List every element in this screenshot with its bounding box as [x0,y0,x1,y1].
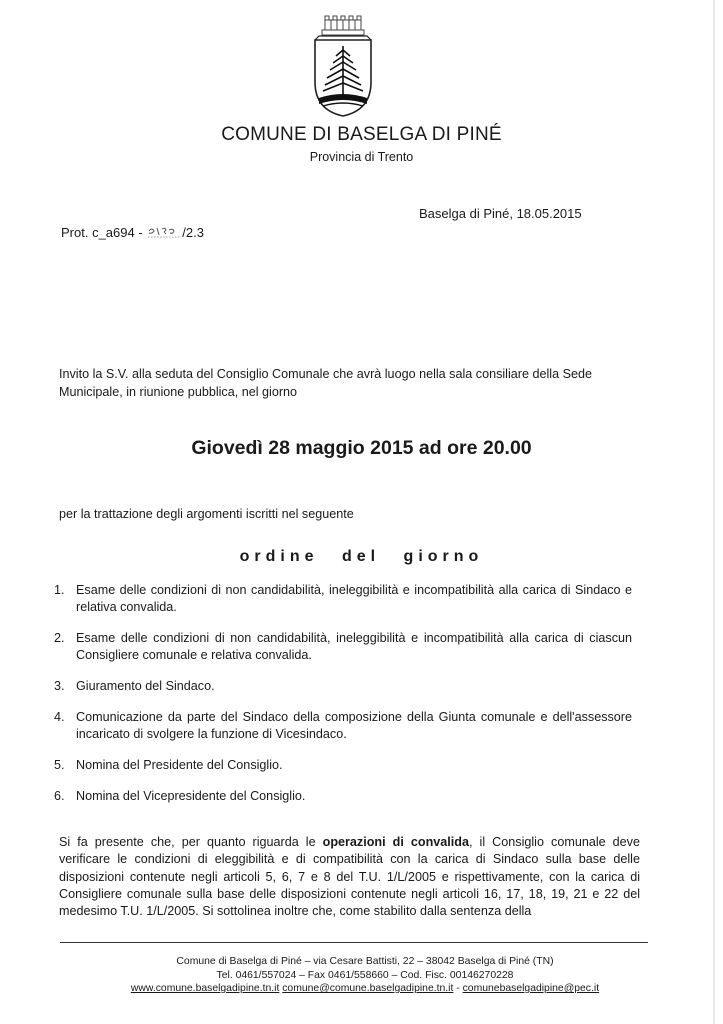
agenda-item-number: 2. [54,631,65,645]
website-link[interactable]: www.comune.baselgadipine.tn.it [130,983,280,994]
footer [120,955,610,996]
email-link[interactable]: comune@comune.baselgadipine.tn.it [282,983,454,994]
note-text-start: Si fa presente che, per quanto riguarda le [59,835,323,849]
agenda-item [54,757,632,774]
municipality-name: COMUNE DI BASELGA DI PINÉ [221,124,502,145]
footer-contacts: Tel. 0461/557024 – Fax 0461/558660 – Cod. Fisc. 00146270228 [216,969,514,981]
agenda-item-text: Esame delle condizioni di non candidabilità, ineleggibilità e incompatibilità alla carica di Sindaco e relativa convalida. [76,583,632,614]
agenda-item [54,709,632,743]
footer-address: Comune di Baselga di Piné – via Cesare Battisti, 22 – 38042 Baselga di Piné (TN) [176,956,554,967]
footer-links [120,982,610,996]
agenda-item-number: 3. [54,679,65,693]
note-emphasis: operazioni di convalida [322,835,469,849]
handwritten-protocol-number-icon [146,225,182,239]
validation-note-paragraph [59,834,640,920]
province-name: Provincia di Trento [309,150,414,164]
agenda-item-text: Comunicazione da parte del Sindaco della composizione della Giunta comunale e dell'assessore incaricato di svolgere la funzione di Vicesindaco. [76,710,632,741]
protocol-suffix: /2.3 [182,225,204,240]
agenda-item-text: Esame delle condizioni di non candidabilità, ineleggibilità e incompatibilità alla carica di ciascun Consigliere comunale e relativa convalida. [76,631,632,662]
agenda-item [54,678,632,695]
agenda-item-text: Nomina del Presidente del Consiglio. [76,758,283,772]
treatment-line: per la trattazione degli argomenti iscritti nel seguente [59,507,354,521]
invitation-paragraph: Invito la S.V. alla seduta del Consiglio Comunale che avrà luogo nella sala consiliare della Sede Municipale, in riunione pubblica, nel giorno [59,367,593,399]
agenda-item-number: 6. [54,789,65,803]
pec-email-link[interactable]: comunebaselgadipine@pec.it [462,983,600,994]
agenda-item [54,630,632,664]
protocol-prefix: Prot. c_a694 - [61,225,143,240]
footer-divider [60,942,648,943]
agenda-item-text: Nomina del Vicepresidente del Consiglio. [76,789,306,803]
place-and-date: Baselga di Piné, 18.05.2015 [419,206,582,221]
agenda-item [54,788,632,805]
agenda-item-number: 4. [54,710,65,724]
protocol-number [61,225,204,240]
agenda-item-number: 5. [54,758,65,772]
agenda-list [54,582,632,819]
footer-separator: - [453,983,463,994]
meeting-datetime: Giovedì 28 maggio 2015 ad ore 20.00 [191,437,532,459]
agenda-item-text: Giuramento del Sindaco. [76,679,215,693]
agenda-item-number: 1. [54,583,65,597]
agenda-title: ordine del giorno [239,548,484,565]
note-text-rest: , il Consiglio comunale deve verificare le condizioni di eleggibilità e di compatibilità con la carica di Sindaco sulla base delle disposizioni contenute negli articoli 5, 6, 7 e 8 del T.U. 1/L/2005 e rispettivamente, con la carica di Consigliere comunale sulla base delle disposizioni contenute negli articoli 16, 17, 18, 19, 21 e 22 del medesimo T.U. 1/L/2005. Si sottolinea inoltre che, come stabilito dalla sentenza della [59,835,640,919]
agenda-item [54,582,632,616]
municipal-crest-icon [303,12,383,118]
